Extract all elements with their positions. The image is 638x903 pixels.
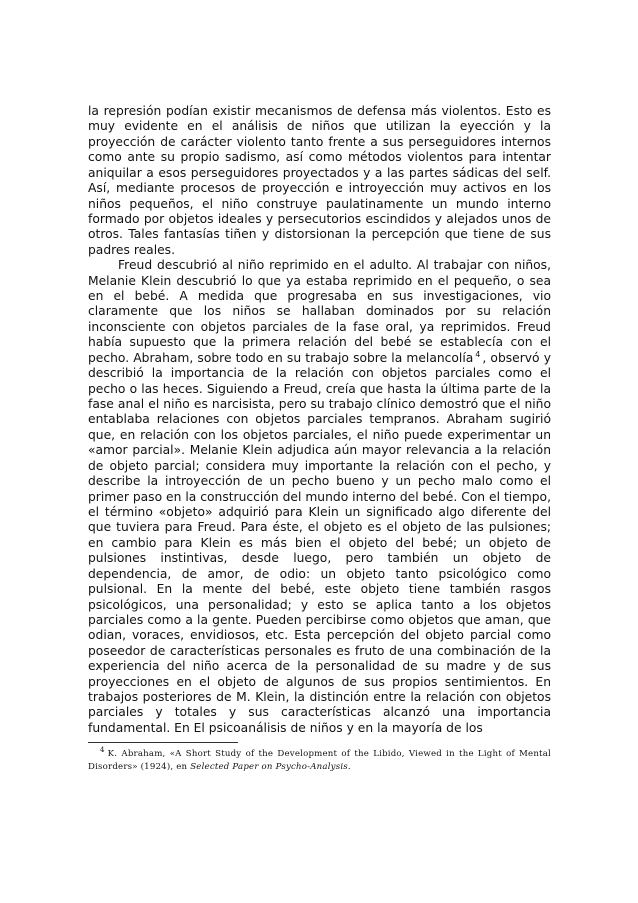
document-page [88,104,551,773]
paragraph-2-text-part-1: Freud descubrió al niño reprimido en el adulto. Al trabajar con niños, Melanie Klein descubrió lo que ya estaba reprimido en el pequeño, o sea en el bebé. A medida que progresaba en sus investigaciones, vio claramente que los niños se hallaban dominados por su relación inconsciente con objetos parciales de la fase oral, ya reprimidos. Freud había supuesto que la primera relación del bebé se establecía con el pecho. Abraham, sobre todo en su trabajo sobre la melancolía [88,258,551,365]
footnote-divider [88,742,238,743]
footnote-reference[interactable]: 4 [475,349,481,359]
footnote-number: 4 [100,746,105,755]
footnote [88,748,551,773]
footnote-text-before: K. Abraham, «A Short Study of the Development of the Libido, Viewed in the Light of Mental Disorders» (1924), en [88,749,551,772]
paragraph-2-text-part-2: , observó y describió la importancia de la relación con objetos parciales como el pecho o las heces. Siguiendo a Freud, creía que hasta la última parte de la fase anal el niño es narcisista, pero su trabajo clínico demostró que el niño entablaba relaciones con objetos parciales tempranos. Abraham sugirió que, en relación con los objetos parciales, el niño puede experimentar un «amor parcial». Melanie Klein adjudica aún mayor relevancia a la relación de objeto parcial; considera muy importante la relación con el pecho, y describe la introyección de un pecho bueno y un pecho malo como el primer paso en la construcción del mundo interno del bebé. Con el tiempo, el término «objeto» adquirió para Klein un significado algo diferente del que tuviera para Freud. Para éste, el objeto es el objeto de las pulsiones; en cambio para Klein es más bien el objeto del bebé; un objeto de pulsiones instintivas, desde luego, pero también un objeto de dependencia, de amor, de odio: un objeto tanto psicológico como pulsional. En la mente del bebé, este objeto tiene también rasgos psicológicos, una personalidad; y esto se aplica tanto a los objetos parciales como a la gente. Pueden percibirse como objetos que aman, que odian, voraces, envidiosos, etc. Esta percepción del objeto parcial como poseedor de características personales es fruto de una combinación de la experiencia del niño acerca de la personalidad de su madre y de sus proyecciones en el objeto de algunos de sus propios sentimientos. En trabajos posteriores de M. Klein, la distinción entre la relación con objetos parciales y totales y sus características alcanzó una importancia fundamental. En El psicoanálisis de niños y en la mayoría de los [88,350,551,735]
paragraph-2 [88,258,551,736]
paragraph-1 [88,104,551,258]
footnote-text-after: . [347,761,351,772]
paragraph-1-text: la represión podían existir mecanismos de defensa más violentos. Esto es muy evidente en el análisis de niños que utilizan la eyección y la proyección de carácter violento tanto frente a sus perseguidores internos como ante su propio sadismo, así como métodos violentos para intentar aniquilar a esos perseguidores proyectados y a las partes sádicas del self. Así, mediante procesos de proyección e introyección muy activos en los niños pequeños, el niño construye paulatinamente un mundo interno formado por objetos ideales y persecutorios escindidos y alejados unos de otros. Tales fantasías tiñen y distorsionan la percepción que tiene de sus padres reales. [88,104,551,257]
footnote-book-title: Selected Paper on Psycho-Analysis [190,761,348,772]
body-text [88,104,551,736]
